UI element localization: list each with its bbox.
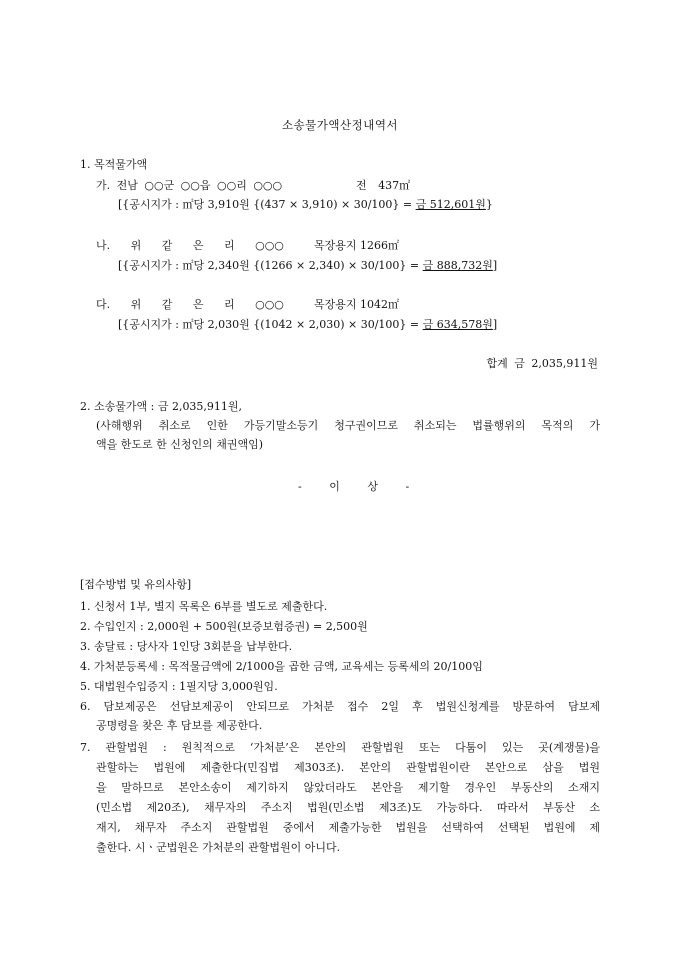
end-mark: - 이 상 - — [298, 480, 410, 493]
item-a-amount: 금 512,601원 — [415, 198, 486, 211]
item-c-calc-text: [{공시지가 : ㎡당 2,030원 {(1042 × 2,030) × 30/100} = — [118, 318, 423, 331]
note-item-5: 5. 대법원수입증지 : 1필지당 3,000원임. — [80, 680, 278, 693]
note-item-4: 4. 가처분등록세 : 목적물금액에 2/1000을 곱한 금액, 교육세는 등록세의 20/100임 — [80, 660, 483, 673]
item-b-close: ] — [492, 259, 498, 272]
section2-note-line1: (사해행위 취소로 인한 가등기말소등기 청구권이므로 취소되는 법률행위의 목적의 가 — [96, 419, 600, 432]
item-a-close: } — [485, 198, 493, 211]
item-c-calc — [118, 318, 497, 332]
note-item-6-line1: 6. 담보제공은 선담보제공이 안되므로 가처분 접수 2일 후 법원신청계를 방문하여 담보제 — [80, 700, 600, 713]
item-a-calc-text: [{공시지가 : ㎡당 3,910원 {(437 × 3,910) × 30/100} = — [118, 198, 416, 211]
note-item-7-line6: 출한다. 시ㆍ군법원은 가처분의 관할법원이 아니다. — [96, 841, 341, 854]
note-item-7-line4: (민소법 제20조), 채무자의 주소지 법원(민소법 제3조)도 가능하다. 따라서 부동산 소 — [96, 801, 600, 814]
item-b-desc: 목장용지 1266㎡ — [314, 239, 399, 252]
item-c-amount: 금 634,578원 — [422, 318, 493, 331]
note-item-7-line1: 7. 관할법원 : 원칙적으로 ‘가처분’은 본안의 관할법원 또는 다툼이 있는 곳(계쟁물)을 — [80, 741, 600, 754]
note-item-7-line5: 재지, 채무자 주소지 관할법원 중에서 제출가능한 법원을 선택하여 선택된 법원에 제 — [96, 821, 600, 834]
note-item-7-line2: 관할하는 법원에 제출한다(민집법 제303조). 본안의 관할법원이란 본안으로 삼을 법원 — [96, 761, 600, 774]
note-item-3: 3. 송달료 : 당사자 1인당 3회분을 납부한다. — [80, 640, 293, 653]
item-b-amount: 금 888,732원 — [422, 259, 493, 272]
section2-heading: 2. 소송물가액 : 금 2,035,911원, — [80, 400, 243, 413]
item-a-calc — [118, 198, 493, 212]
document-title: 소송물가액산정내역서 — [281, 118, 399, 132]
section2-note-line2: 액을 한도로 한 신청인의 채권액임) — [96, 438, 264, 451]
item-b-label: 나. 위 같 은 리 ○○○ — [96, 239, 284, 252]
item-c-label: 다. 위 같 은 리 ○○○ — [96, 298, 284, 311]
item-a-desc: 전 437㎡ — [356, 179, 411, 192]
item-a-label: 가. 전남 ○○군 ○○읍 ○○리 ○○○ — [96, 179, 283, 192]
item-b-calc — [118, 259, 497, 273]
item-c-desc: 목장용지 1042㎡ — [314, 298, 399, 311]
note-item-7-line3: 을 말하므로 본안소송이 제기하지 않았더라도 본안을 제기할 경우인 부동산의 소재지 — [96, 781, 600, 794]
note-item-1: 1. 신청서 1부, 별지 목록은 6부를 별도로 제출한다. — [80, 600, 328, 613]
total-amount: 합계 금 2,035,911원 — [486, 357, 598, 370]
notes-heading: [접수방법 및 유의사항] — [80, 578, 192, 591]
note-item-2: 2. 수입인지 : 2,000원 + 500원(보증보험증권) = 2,500원 — [80, 620, 368, 633]
section1-heading: 1. 목적물가액 — [80, 158, 148, 171]
item-c-close: ] — [492, 318, 498, 331]
item-b-calc-text: [{공시지가 : ㎡당 2,340원 {(1266 × 2,340) × 30/100} = — [118, 259, 423, 272]
note-item-6-line2: 공명령을 찾은 후 담보를 제공한다. — [96, 719, 263, 732]
